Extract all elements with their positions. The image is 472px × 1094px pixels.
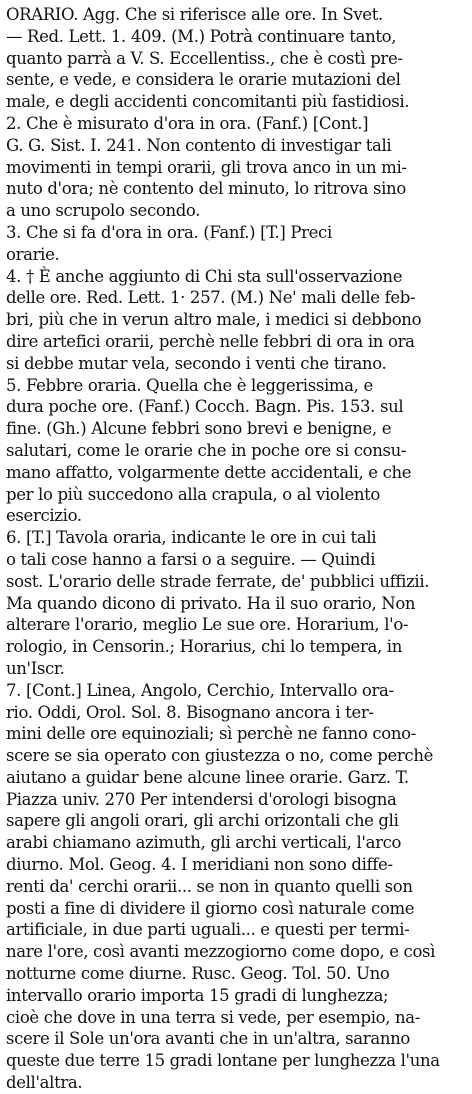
text-line: arabi chiamano azimuth, gli archi verticali, l'arco bbox=[6, 833, 402, 853]
text-line: aiutano a guidar bene alcune linee orarie. Garz. T. bbox=[6, 767, 409, 787]
text-line: intervallo orario importa 15 gradi di lunghezza; bbox=[6, 985, 389, 1005]
text-line: nare l'ore, così avanti mezzogiorno come dopo, e così bbox=[6, 942, 436, 962]
text-line: quanto parrà a V. S. Eccellentiss., che è costì pre- bbox=[6, 48, 403, 68]
text-line: renti da' cerchi orarii... se non in quanto quelli son bbox=[6, 876, 413, 896]
text-line: notturne come diurne. Rusc. Geog. Tol. 50. Uno bbox=[6, 964, 390, 984]
text-line: artificiale, in due parti uguali... e questi per termi- bbox=[6, 920, 410, 940]
text-line: dell'altra. bbox=[6, 1073, 83, 1093]
text-line: Piazza univ. 270 Per intendersi d'orologi bisogna bbox=[6, 789, 397, 809]
text-line: un'Iscr. bbox=[6, 658, 65, 678]
text-line: 4. † È anche aggiunto di Chi sta sull'osservazione bbox=[6, 266, 403, 286]
text-line: alterare l'orario, meglio Le sue ore. Horarium, l'o- bbox=[6, 615, 409, 635]
text-line: diurno. Mol. Geog. 4. I meridiani non sono diffe- bbox=[6, 855, 393, 875]
text-line: scere se sia operato con giustezza o no, come perchè bbox=[6, 746, 434, 766]
text-line: mano affatto, volgarmente dette accidentali, e che bbox=[6, 462, 412, 482]
text-line: bri, più che in verun altro male, i medici si debbono bbox=[6, 310, 422, 330]
text-line: orarie. bbox=[6, 244, 60, 264]
text-line: fine. (Gh.) Alcune febbri sono brevi e benigne, e bbox=[6, 419, 392, 439]
text-line: queste due terre 15 gradi lontane per lunghezza l'una bbox=[6, 1051, 440, 1071]
text-line: 5. Febbre oraria. Quella che è leggerissima, e bbox=[6, 375, 373, 395]
text-line: si debbe mutar vela, secondo i venti che tirano. bbox=[6, 353, 387, 373]
text-line: rio. Oddi, Orol. Sol. 8. Bisognano ancora i ter- bbox=[6, 702, 374, 722]
text-line: sapere gli angoli orari, gli archi orizontali che gli bbox=[6, 811, 399, 831]
text-line: sente, e vede, e considera le orarie mutazioni del bbox=[6, 70, 401, 90]
text-line: cioè che dove in una terra si vede, per esempio, na- bbox=[6, 1007, 420, 1027]
text-line: rologio, in Censorin.; Horarius, chi lo tempera, in bbox=[6, 637, 402, 657]
text-line: delle ore. Red. Lett. 1· 257. (M.) Ne' mali delle feb- bbox=[6, 288, 416, 308]
text-line: ORARIO. Agg. Che si riferisce alle ore. In Svet. bbox=[6, 5, 383, 24]
text-line: 2. Che è misurato d'ora in ora. (Fanf.) [Cont.] bbox=[6, 113, 369, 133]
text-line: a uno scrupolo secondo. bbox=[6, 201, 201, 221]
text-line: dire artefici orarii, perchè nelle febbri di ora in ora bbox=[6, 331, 415, 351]
text-line: posti a fine di dividere il giorno così naturale come bbox=[6, 898, 415, 918]
text-line: nuto d'ora; nè contento del minuto, lo ritrova sino bbox=[6, 179, 406, 199]
text-line: Ma quando dicono di privato. Ha il suo orario, Non bbox=[6, 593, 416, 613]
text-line: male, e degli accidenti concomitanti più fastidiosi. bbox=[6, 92, 410, 112]
text-line: per lo più succedono alla crapula, o al violento bbox=[6, 484, 381, 504]
text-line: dura poche ore. (Fanf.) Cocch. Bagn. Pis. 153. sul bbox=[6, 397, 404, 417]
text-line: scere il Sole un'ora avanti che in un'altra, saranno bbox=[6, 1029, 410, 1049]
text-line: 7. [Cont.] Linea, Angolo, Cerchio, Intervallo ora- bbox=[6, 680, 394, 700]
text-line: o tali cose hanno a farsi o a seguire. — Quindi bbox=[6, 549, 376, 569]
text-line: esercizio. bbox=[6, 506, 82, 526]
text-line: 6. [T.] Tavola oraria, indicante le ore in cui tali bbox=[6, 528, 377, 548]
text-line: movimenti in tempi orarii, gli trova anco in un mi- bbox=[6, 157, 407, 177]
text-line: mini delle ore equinoziali; sì perchè ne fanno cono- bbox=[6, 724, 416, 744]
text-line: 3. Che si fa d'ora in ora. (Fanf.) [T.] Preci bbox=[6, 222, 332, 242]
text-line: — Red. Lett. 1. 409. (M.) Potrà continuare tanto, bbox=[6, 26, 397, 46]
text-line: salutari, come le orarie che in poche ore si consu- bbox=[6, 440, 407, 460]
text-line: sost. L'orario delle strade ferrate, de' pubblici uffizii. bbox=[6, 571, 430, 591]
text-line: G. G. Sist. I. 241. Non contento di investigar tali bbox=[6, 135, 392, 155]
